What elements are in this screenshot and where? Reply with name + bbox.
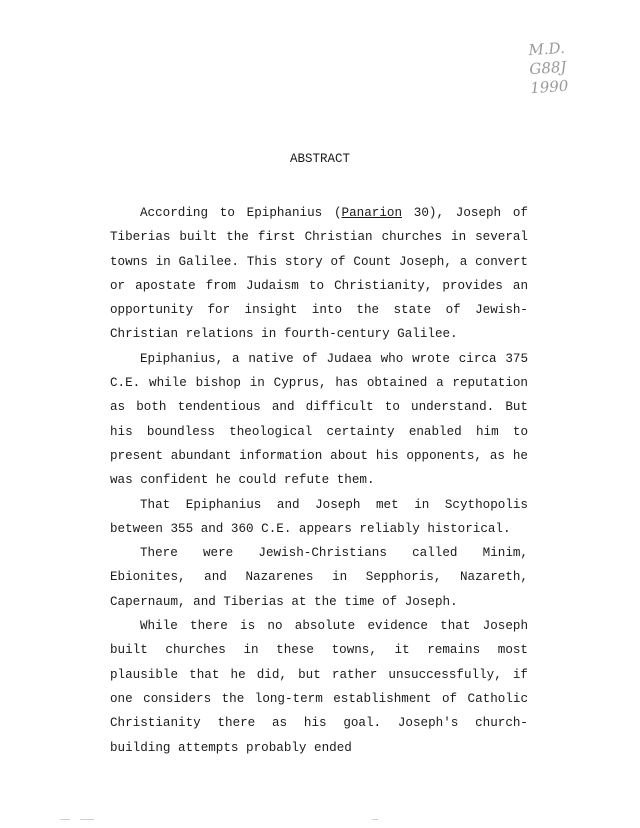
abstract-body <box>110 201 528 760</box>
scan-speck <box>80 819 94 820</box>
abstract-title: ABSTRACT <box>289 152 350 166</box>
panarion-title: Panarion <box>341 206 403 220</box>
scan-speck <box>60 819 70 820</box>
scan-speck <box>372 819 378 820</box>
paragraph-2: Epiphanius, a native of Judaea who wrote circa 375 C.E. while bishop in Cyprus, has obtained a reputation as both tendentious and difficult to understand. But his boundless theological certainty enabled him to present abundant information about his opponents, as he was confident he could refute them. <box>110 351 528 488</box>
handwritten-annotation <box>506 37 590 99</box>
paragraph-5: While there is no absolute evidence that Joseph built churches in these towns, it remains most plausible that he did, but rather unsuccessfully, if one considers the long-term establishment of Catholic Christianity there as his goal. Joseph's church-building attempts probably ended <box>110 619 528 755</box>
scan-artifacts <box>60 814 400 820</box>
paragraph-1-before: According to Epiphanius ( <box>140 206 342 220</box>
paragraph-3: That Epiphanius and Joseph met in Scythopolis between 355 and 360 C.E. appears reliably historical. <box>110 497 528 536</box>
paragraph-1-after: 30), Joseph of Tiberias built the first Christian churches in several towns in Galilee. This story of Count Joseph, a convert or apostate from Judaism to Christianity, provides an opportunity for insight into the state of Jewish-Christian relations in fourth-century Galilee. <box>110 206 528 342</box>
paragraph-1 <box>110 201 528 347</box>
paragraph-4: There were Jewish-Christians called Minim, Ebionites, and Nazarenes in Sepphoris, Nazareth, Capernaum, and Tiberias at the time of Joseph. <box>110 546 528 609</box>
annotation-line-1: M.D. <box>527 38 566 60</box>
annotation-line-3: 1990 <box>529 76 569 98</box>
annotation-line-2: G88J <box>528 57 568 79</box>
